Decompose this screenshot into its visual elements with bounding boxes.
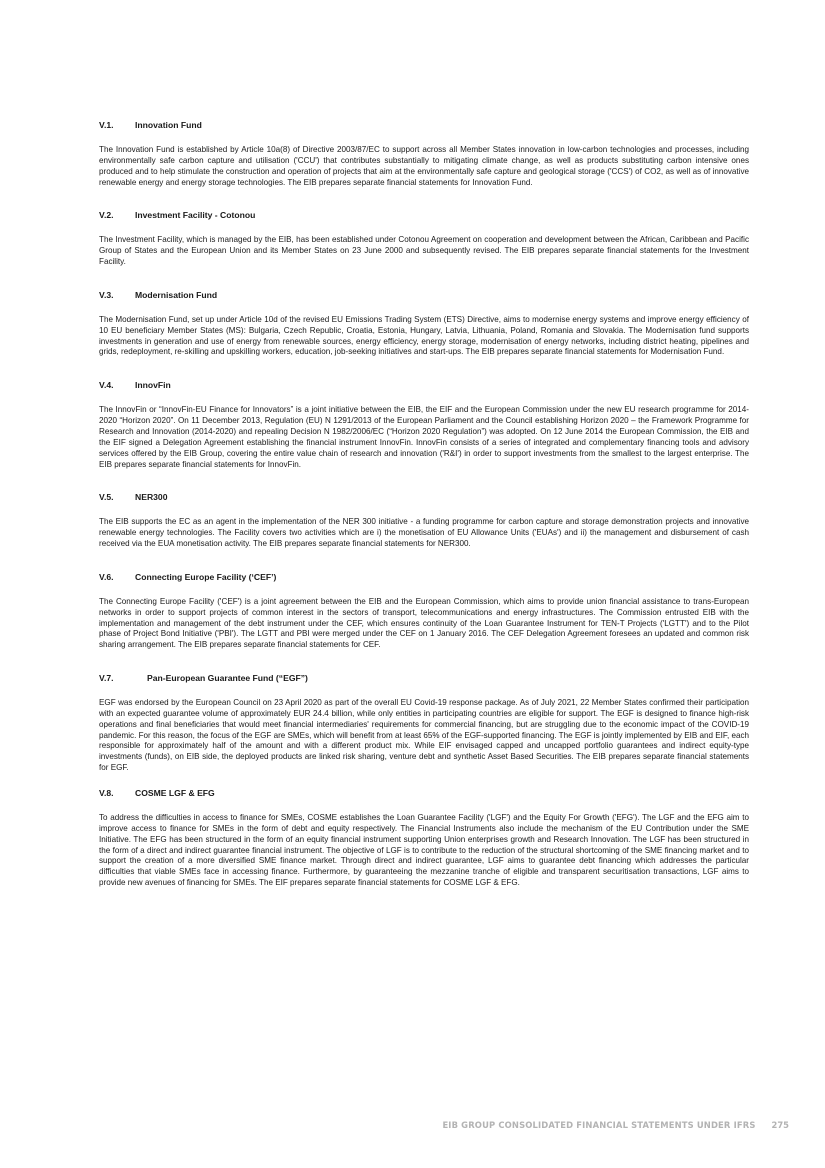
section-number: V.8. (99, 788, 114, 798)
section-heading (99, 379, 749, 391)
section-number: V.2. (99, 210, 114, 221)
section-innovation-fund (99, 119, 749, 188)
section-number: V.7. (99, 673, 114, 684)
section-paragraph: The Investment Facility, which is managed by the EIB, has been established under Cotonou Agreement on cooperation and development between the African, Caribbean and Pacific Group of States and the European Union and its Member States on 23 June 2000 and subsequently revised. The EIB prepares separate financial statements for the Investment Facility. (99, 235, 749, 267)
document-body (99, 119, 749, 910)
section-cosme (99, 787, 749, 889)
section-title: COSME LGF & EFG (135, 788, 215, 798)
section-investment-facility (99, 209, 749, 268)
section-paragraph: The Innovation Fund is established by Article 10a(8) of Directive 2003/87/EC to support across all Member States innovation in low-carbon technologies and processes, including environmentally safe carbon capture and utilisation ('CCU') that contributes substantially to mitigating climate change, as well as products substituting carbon intensive ones produced and to help stimulate the construction and operation of projects that aim at the environmentally safe capture and geological storage ('CCS') of CO2, as well as of innovative renewable energy and energy storage technologies. The EIB prepares separate financial statements for Innovation Fund. (99, 145, 749, 187)
section-paragraph: The EIB supports the EC as an agent in the implementation of the NER 300 initiative - a funding programme for carbon capture and storage demonstration projects and innovative renewable energy technologies. The Facility covers two activities which are i) the monetisation of EU Allowance Units ('EUAs') and ii) the management and disbursement of cash received via the EUA monetisation activity. The EIB prepares separate financial statements for NER300. (99, 517, 749, 549)
footer-title: EIB GROUP CONSOLIDATED FINANCIAL STATEMENTS UNDER IFRS (442, 1120, 756, 1130)
section-title: InnovFin (135, 380, 171, 391)
section-paragraph: To address the difficulties in access to finance for SMEs, COSME establishes the Loan Guarantee Facility ('LGF') and the Equity For Growth ('EFG'). The LGF and the EFG aim to improve access to finance for SMEs in the form of debt and equity respectively. The Financial Instruments also include the mechanism of the EU Contribution under the SME Initiative. The EFG has been structured in the form of an equity financial instrument supporting Union enterprises growth and Research Innovation. The LGF has been structured in the form of a direct and indirect guarantee financial instrument. The objective of LGF is to contribute to the reduction of the structural shortcoming of the SME financing market and to support the creation of a more diversified SME finance market. Through direct and indirect guarantee, LGF aims to guarantee debt financing which addresses the particular difficulties that viable SMEs face in accessing finance. Furthermore, by guaranteeing the mezzanine tranche of eligible and transparent securitisation transactions, LGF aims to provide new avenues of financing for SMEs. The EIF prepares separate financial statements for COSME LGF & EFG. (99, 813, 749, 888)
section-title: Investment Facility - Cotonou (135, 210, 256, 221)
section-heading (99, 787, 749, 799)
section-heading (99, 119, 749, 131)
section-egf (99, 672, 749, 774)
section-number: V.5. (99, 492, 114, 503)
section-paragraph: The Modernisation Fund, set up under Article 10d of the revised EU Emissions Trading System (ETS) Directive, aims to modernise energy systems and improve energy efficiency of 10 EU beneficiary Member States (MS): Bulgaria, Czech Republic, Croatia, Estonia, Hungary, Latvia, Lithuania, Poland, Romania and Slovakia. The Modernisation fund supports investments in generation and use of energy from renewable sources, energy efficiency, energy storage, modernisation of energy networks, including district heating, pipelines and grids, redeployment, re-skilling and upskilling workers, education, job-seeking initiatives and start-ups. The EIB prepares separate financial statements for Modernisation Fund. (99, 314, 749, 357)
section-number: V.4. (99, 380, 114, 391)
section-paragraph: The Connecting Europe Facility ('CEF') is a joint agreement between the EIB and the European Commission, which aims to provide union financial assistance to trans-European networks in order to support projects of common interest in the sectors of transport, telecommunications and energy infrastructures. The Commission entrusted EIB with the implementation and management of the debt instrument under the CEF, which ensures continuity of the Loan Guarantee Instrument for TEN-T Projects ('LGTT') and to the Pilot phase of Project Bond Initiative ('PBI'). The LGTT and PBI were merged under the CEF on 1 January 2016. The CEF Delegation Agreement foresees an updated and common risk sharing arrangement. The EIB prepares separate financial statements for CEF. (99, 596, 749, 650)
section-modernisation-fund (99, 289, 749, 358)
section-title: Connecting Europe Facility (‘CEF’) (135, 571, 277, 582)
section-title: Pan-European Guarantee Fund (“EGF”) (147, 673, 308, 684)
section-ner300 (99, 491, 749, 550)
section-innovfin (99, 379, 749, 470)
section-heading (99, 491, 749, 503)
section-title: Innovation Fund (135, 120, 202, 130)
section-paragraph: The InnovFin or “InnovFin-EU Finance for Innovators” is a joint initiative between the EIB, the EIF and the European Commission under the new EU research programme for 2014-2020 “Horizon 2020”. On 11 December 2013, Regulation (EU) N 1291/2013 of the European Parliament and the Council establishing Horizon 2020 – the Framework Programme for Research and Innovation (2014-2020) and repealing Decision N 1982/2006/EC (“Horizon 2020 Regulation”) was adopted. On 12 June 2014 the European Commission, the EIB and the EIF signed a Delegation Agreement establishing the financial instrument InnovFin. InnovFin consists of a series of integrated and complementary financing tools and advisory services offered by the EIB Group, covering the entire value chain of research and innovation ('R&I') in order to support investments from the smallest to the largest enterprise. The EIB prepares separate financial statements for InnovFin. (99, 405, 749, 469)
section-number: V.3. (99, 289, 114, 300)
section-number: V.1. (99, 120, 114, 130)
section-heading (99, 209, 749, 221)
section-title: Modernisation Fund (135, 289, 218, 300)
page-number: 275 (771, 1120, 789, 1130)
section-cef (99, 571, 749, 651)
section-number: V.6. (99, 571, 114, 582)
section-heading (99, 672, 749, 684)
section-paragraph: EGF was endorsed by the European Council on 23 April 2020 as part of the overall EU Covid-19 response package. As of July 2021, 22 Member States confirmed their participation with an expected guarantee volume of approximately EUR 24.4 billion, while only entities in participating countries are eligible for support. The EGF is designed to finance high-risk operations and final beneficiaries that would meet financial intermediaries' requirements for commercial financing, but are struggling due to the economic impact of the COVID-19 pandemic. For this reason, the focus of the EGF are SMEs, which will benefit from at least 65% of the EGF-supported financing. The EGF is jointly implemented by EIB and EIF, each responsible for approximately half of the amount and with a different product mix. While EIF envisaged capped and uncapped portfolio guarantees and indirect equity-type investments (funds), on EIB side, the deployed products are linked risk sharing, venture debt and synthetic Asset Based Securities. The EIB prepares separate financial statements for EGF. (99, 698, 749, 773)
section-heading (99, 571, 749, 583)
section-heading (99, 289, 749, 301)
section-title: NER300 (135, 492, 168, 503)
page-footer (442, 1120, 789, 1130)
